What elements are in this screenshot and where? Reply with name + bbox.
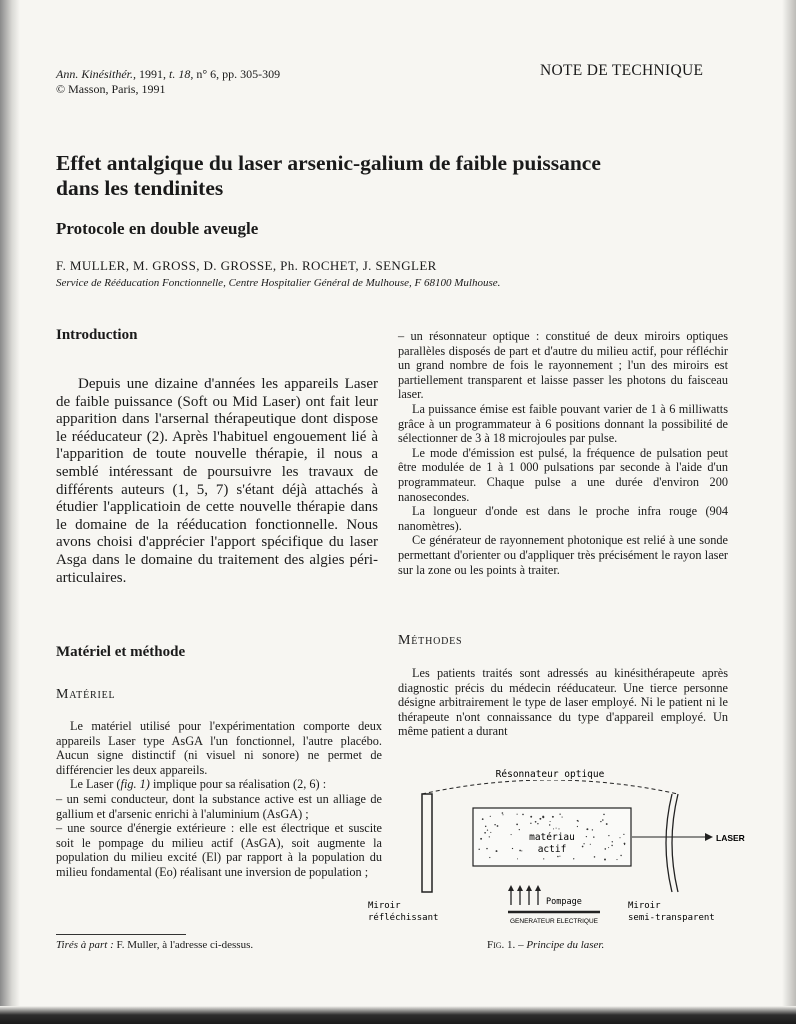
speckle-dot	[478, 849, 479, 850]
mirror-left-label-1: Miroir	[368, 901, 401, 911]
citation-tome: t. 18,	[169, 67, 194, 81]
probe-paragraph: Ce générateur de rayonnement photonique est relié à une sonde permettant d'orienter ou d'appliquer très précisément le rayon laser sur la zone ou les points à traiter.	[398, 533, 728, 577]
pump-arrows	[511, 889, 538, 905]
speckle-dot	[490, 816, 491, 817]
speckle-dot	[590, 844, 591, 845]
speckle-dot	[624, 844, 625, 845]
authors: F. MULLER, M. GROSS, D. GROSSE, Ph. ROCHET, J. SENGLER	[56, 258, 437, 273]
speckle-dot	[558, 828, 559, 829]
journal-name: Ann. Kinésithér.,	[56, 67, 136, 81]
speckle-dot	[582, 846, 584, 848]
speckle-dot	[497, 825, 499, 827]
speckle-dot	[502, 812, 504, 814]
methodes-paragraph: Les patients traités sont adressés au kinésithérapeute après diagnostic précis du médecin rééducateur. Une tierce personne désigne arbitrairement le type de laser employé. Ni le patient ni le thérapeute n'ont connaissance du type d'appareil employé. Un même patient a durant	[398, 666, 728, 739]
text-span: Le Laser (	[70, 777, 121, 792]
speckle-dot	[573, 858, 574, 859]
materiel-paragraph: Le matériel utilisé pour l'expérimentation comporte deux appareils Laser type AsGA l'un fonctionnel, l'autre placébo. Aucun signe distinctif (ni visuel ni sonore) ne permet de différencier les deux appareils.	[56, 719, 382, 777]
speckle-dot	[603, 814, 605, 816]
generator-label: GENERATEUR ELECTRIQUE	[509, 918, 599, 925]
speckle-dot	[490, 832, 491, 833]
materiel-list-item: – une source d'énergie extérieure : elle est électrique et suscite soit le pompage du milieu actif (AsGA), soit augmente la population du milieu excité (El) par rapport à la population du milieu fondamental (Eo) réalisant une inversion de population ;	[56, 821, 382, 879]
mirror-right-label-2: semi-transparent	[628, 913, 715, 923]
citation-block	[56, 67, 280, 97]
right-mirror	[666, 794, 678, 892]
affiliation: Service de Rééducation Fonctionnelle, Centre Hospitalier Général de Mulhouse, F 68100 Mulhouse.	[56, 277, 501, 289]
speckle-dot	[516, 824, 518, 826]
speckle-dot	[577, 826, 578, 827]
copyright-line: © Masson, Paris, 1991	[56, 82, 166, 96]
materiel-list-item: – un semi conducteur, dont la substance active est un alliage de gallium et d'arsenic enrichi à l'aluminium (AsGA) ;	[56, 791, 382, 821]
materiel-methode-heading: Matériel et méthode	[56, 644, 186, 660]
pump-label: Pompage	[546, 897, 582, 907]
footnote-text: F. Muller, à l'adresse ci-dessus.	[113, 939, 254, 951]
medium-label-1: matériau	[529, 832, 575, 843]
laser-principle-diagram	[360, 760, 745, 935]
speckle-dot	[519, 850, 521, 852]
scan-bottom-edge	[0, 1006, 796, 1024]
text-span: implique pour sa réalisation (2, 6) :	[149, 777, 327, 792]
citation-pages: n° 6, pp. 305-309	[193, 67, 281, 81]
speckle-dot	[559, 814, 560, 815]
speckle-dot	[562, 817, 563, 818]
speckle-dot	[586, 836, 587, 837]
mirror-left-label-2: réfléchissant	[368, 913, 439, 923]
speckle-dot	[593, 836, 594, 837]
speckle-dot	[608, 835, 609, 836]
speckle-dot	[484, 832, 486, 834]
speckle-dot	[487, 829, 488, 830]
speckle-dot	[530, 816, 532, 818]
speckle-dot	[620, 855, 621, 856]
speckle-dot	[482, 818, 484, 820]
speckle-dot	[550, 821, 551, 822]
resonator-arc	[422, 780, 678, 794]
figure-caption-prefix: Fig. 1.	[487, 939, 516, 951]
laser-arrowhead	[705, 833, 713, 841]
speckle-dot	[594, 856, 596, 858]
citation-year: 1991,	[136, 67, 169, 81]
materiel-subheading: Matériel	[56, 687, 116, 702]
speckle-dot	[530, 823, 531, 824]
methodes-heading: Méthodes	[398, 633, 463, 648]
speckle-dot	[494, 824, 495, 825]
speckle-dot	[608, 847, 609, 848]
speckle-dot	[480, 838, 482, 840]
figure-caption: Fig. 1. – Principe du laser.	[487, 939, 605, 951]
article-subtitle: Protocole en double aveugle	[56, 219, 259, 238]
introduction-heading: Introduction	[56, 327, 138, 343]
resonator-paragraph: – un résonnateur optique : constitué de deux miroirs optiques parallèles disposés de part et d'autre du milieu actif, pour réfléchir un grand nombre de fois le rayonnement ; l'un des miroirs est partiellement transparent et laisse passer les photons du faisceau laser.	[398, 329, 728, 402]
speckle-dot	[604, 859, 606, 861]
footnote-label: Tirés à part :	[56, 939, 114, 951]
speckle-dot	[586, 828, 588, 830]
resonator-label: Résonnateur optique	[495, 769, 605, 780]
emission-paragraph: Le mode d'émission est pulsé, la fréquence de pulsation peut être modulée de 1 à 1 000 pulsations par seconde à l'aide d'un programmateur. Chaque pulse a une durée d'environ 200 nanosecondes.	[398, 445, 728, 504]
article-title	[56, 151, 736, 201]
left-mirror	[422, 794, 432, 892]
speckle-dot	[552, 816, 554, 818]
speckle-dot	[556, 828, 557, 829]
right-column-text	[398, 329, 728, 577]
speckle-dot	[583, 843, 584, 844]
speckle-dot	[522, 814, 524, 816]
speckle-dot	[549, 824, 550, 825]
speckle-dot	[602, 819, 604, 821]
speckle-dot	[612, 841, 613, 842]
speckle-dot	[592, 829, 593, 830]
speckle-dot	[542, 816, 544, 818]
speckle-dot	[485, 826, 486, 827]
speckle-dot	[535, 821, 537, 823]
footnote	[56, 939, 253, 951]
title-line-2: dans les tendinites	[56, 176, 224, 200]
title-line-1: Effet antalgique du laser arsenic-galium de faible puissance	[56, 151, 601, 175]
speckle-dot	[502, 814, 503, 815]
speckle-dot	[512, 848, 513, 849]
speckle-dot	[486, 848, 487, 849]
speckle-dot	[521, 850, 522, 851]
speckle-dot	[543, 858, 544, 859]
speckle-dot	[611, 845, 612, 846]
speckle-dot	[604, 848, 606, 850]
mirror-right-label-1: Miroir	[628, 901, 661, 911]
speckle-dot	[553, 828, 554, 829]
speckle-dot	[489, 836, 490, 837]
wavelength-paragraph: La longueur d'onde est dans le proche infra rouge (904 nanomètres).	[398, 504, 728, 533]
page-shadow-right	[782, 0, 796, 1024]
citation-line	[56, 67, 280, 82]
speckle-dot	[557, 856, 559, 858]
laser-label: LASER	[716, 833, 745, 843]
speckle-dot	[539, 818, 541, 820]
page-shadow-left	[0, 0, 20, 1024]
speckle-dot	[517, 858, 518, 859]
medium-label-2: actif	[537, 844, 567, 855]
section-tag: NOTE DE TECHNIQUE	[540, 62, 704, 79]
speckle-dot	[537, 823, 538, 824]
speckle-dot	[600, 821, 601, 822]
speckle-dot	[519, 829, 520, 830]
speckle-dot	[496, 850, 498, 852]
speckle-dot	[559, 856, 560, 857]
figure-caption-text: Principe du laser.	[526, 939, 605, 951]
introduction-paragraph: Depuis une dizaine d'années les appareils Laser de faible puissance (Soft ou Mid Laser) ont fait leur apparition dans l'arsernal thérapeutique dont dispose le rééducateur (2). Après l'habituel engouement lié à l'apparition de toute nouvelle thérapie, il nous a semblé intéressant de poursuivre les travaux de différents auteurs (1, 5, 7) s'étant déjà attachés à étudier l'applicatioin de cette nouvelle thérapie dans le domaine de la rééducation fonctionnelle. Nous avons choisi d'apprécier l'apport spécifique du laser Asga dans le domaine du traitement des algies péri-articulaires.	[56, 376, 378, 586]
speckle-dot	[623, 834, 624, 835]
speckle-dot	[619, 837, 620, 838]
figure-reference: fig. 1)	[120, 777, 150, 792]
speckle-dot	[511, 834, 512, 835]
speckle-dot	[616, 859, 617, 860]
speckle-dot	[606, 823, 608, 825]
power-paragraph: La puissance émise est faible pouvant varier de 1 à 6 milliwatts grâce à un programmateur à 6 positions donnant la possibilité de sélectionner de 3 à 18 microjoules par pulse.	[398, 401, 728, 446]
speckle-dot	[578, 821, 579, 822]
footnote-rule	[56, 934, 186, 935]
materiel-paragraph	[56, 777, 382, 792]
speckle-dot	[517, 814, 518, 815]
materiel-text	[56, 719, 382, 880]
speckle-dot	[489, 857, 490, 858]
pump-arrowheads	[508, 885, 541, 891]
